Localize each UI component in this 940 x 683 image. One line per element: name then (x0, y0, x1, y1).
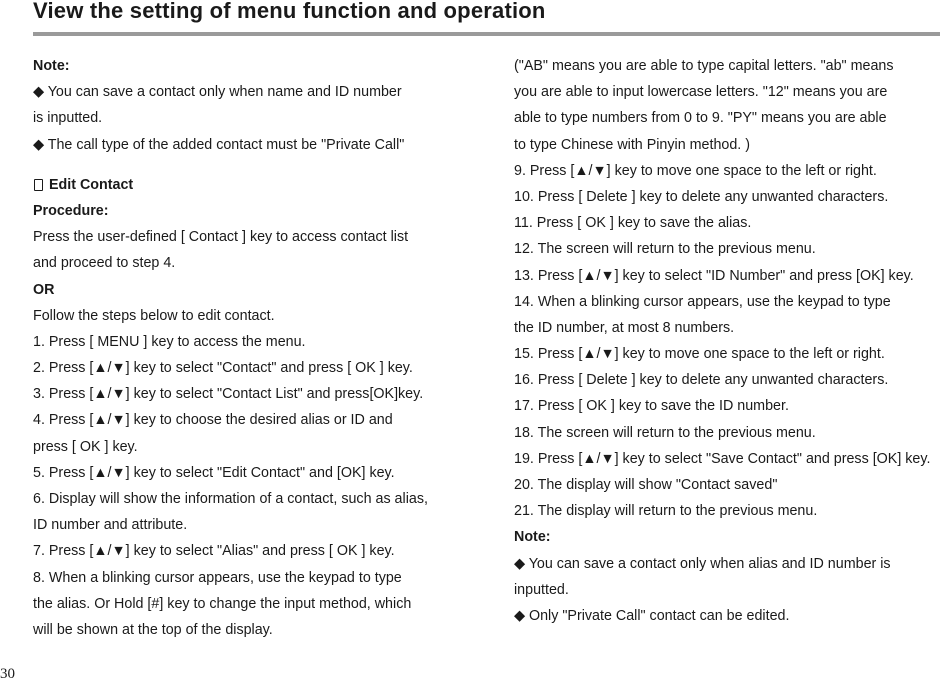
or-label: OR (33, 281, 55, 298)
step-line: press [ OK ] key. (33, 438, 138, 455)
page-title: View the setting of menu function and operation (33, 0, 546, 23)
step-line: to type Chinese with Pinyin method. ) (514, 136, 751, 153)
book-icon (34, 179, 43, 191)
step-line: 21. The display will return to the previous menu. (514, 503, 818, 520)
step-line: 9. Press [▲/▼] key to move one space to the left or right. (514, 162, 877, 179)
right-column (514, 53, 940, 629)
step-line: 12. The screen will return to the previous menu. (514, 241, 816, 258)
page-number: 30 (0, 666, 15, 682)
left-column (33, 53, 473, 643)
note-line: ◆ You can save a contact only when name and ID number (33, 84, 402, 101)
procedure-label: Procedure: (33, 202, 109, 219)
spacer (33, 158, 473, 172)
step-line: 18. The screen will return to the previous menu. (514, 424, 816, 441)
intro-line: and proceed to step 4. (33, 255, 176, 272)
step-line: 2. Press [▲/▼] key to select "Contact" and press [ OK ] key. (33, 360, 413, 377)
step-line: 8. When a blinking cursor appears, use the keypad to type (33, 569, 402, 586)
section-title: Edit Contact (49, 176, 134, 193)
step-line: 16. Press [ Delete ] key to delete any unwanted characters. (514, 372, 889, 389)
note-line: ◆ Only "Private Call" contact can be edited. (514, 607, 790, 624)
step-line: 14. When a blinking cursor appears, use the keypad to type (514, 293, 891, 310)
step-line: ("AB" means you are able to type capital letters. "ab" means (514, 58, 894, 74)
step-line: 5. Press [▲/▼] key to select "Edit Contact" and [OK] key. (33, 464, 395, 481)
step-line: 6. Display will show the information of a contact, such as alias, (33, 491, 428, 507)
step-line: you are able to input lowercase letters. "12" means you are (514, 84, 888, 101)
title-underline (33, 32, 940, 36)
step-line: 10. Press [ Delete ] key to delete any unwanted characters. (514, 188, 889, 205)
step-line: the ID number, at most 8 numbers. (514, 319, 735, 336)
step-line: the alias. Or Hold [#] key to change the input method, which (33, 595, 412, 612)
step-line: 7. Press [▲/▼] key to select "Alias" and press [ OK ] key. (33, 543, 395, 560)
note-line: ◆ You can save a contact only when alias and ID number is (514, 555, 891, 572)
step-line: 11. Press [ OK ] key to save the alias. (514, 215, 752, 232)
step-line: 19. Press [▲/▼] key to select "Save Contact" and press [OK] key. (514, 450, 931, 467)
step-line: will be shown at the top of the display. (33, 621, 273, 638)
step-line: ID number and attribute. (33, 517, 188, 534)
step-line: able to type numbers from 0 to 9. "PY" means you are able (514, 110, 887, 127)
step-line: 1. Press [ MENU ] key to access the menu. (33, 333, 306, 350)
note-label: Note: (33, 58, 70, 74)
step-line: 15. Press [▲/▼] key to move one space to the left or right. (514, 346, 885, 363)
section-heading (33, 172, 473, 198)
note-line: is inputted. (33, 110, 103, 127)
note-line: inputted. (514, 581, 569, 598)
step-line: 17. Press [ OK ] key to save the ID number. (514, 398, 789, 415)
intro-line: Press the user-defined [ Contact ] key to access contact list (33, 229, 409, 246)
note-label: Note: (514, 529, 551, 546)
step-line: 13. Press [▲/▼] key to select "ID Number" and press [OK] key. (514, 267, 914, 284)
step-line: 20. The display will show "Contact saved" (514, 477, 778, 493)
step-line: 3. Press [▲/▼] key to select "Contact List" and press[OK]key. (33, 386, 424, 403)
step-line: 4. Press [▲/▼] key to choose the desired alias or ID and (33, 412, 393, 429)
follow-line: Follow the steps below to edit contact. (33, 307, 275, 324)
note-line: ◆ The call type of the added contact must be "Private Call" (33, 136, 405, 153)
